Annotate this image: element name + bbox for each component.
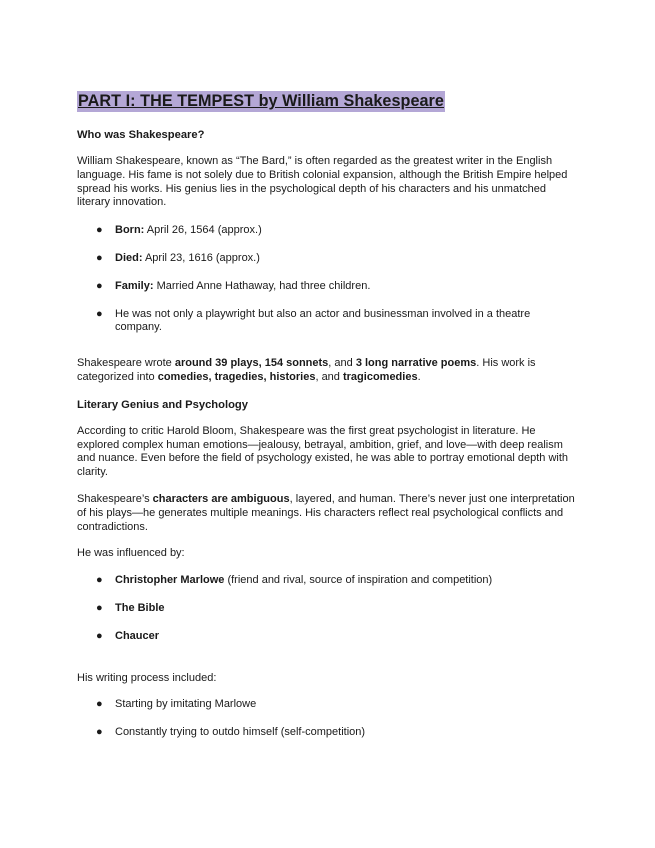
list-item-born — [77, 224, 577, 238]
process-text: Constantly trying to outdo himself (self-competition) — [115, 726, 366, 739]
bold-run: tragicomedies — [342, 370, 418, 383]
works-paragraph — [77, 357, 577, 385]
text-run: Shakespeare’s — [77, 492, 153, 505]
fact-label: Family: — [115, 279, 154, 292]
influenced-intro: He was influenced by: — [77, 547, 185, 560]
page-title: PART I: THE TEMPEST by William Shakespeare — [78, 92, 444, 110]
list-item-outdo — [77, 726, 577, 740]
ambiguous-paragraph — [77, 493, 577, 534]
heading-literary-genius: Literary Genius and Psychology — [77, 398, 248, 411]
influence-label: Christopher Marlowe — [115, 574, 225, 587]
list-item-occupation — [77, 308, 577, 336]
fact-label: Born: — [115, 224, 145, 237]
list-item-died — [77, 252, 577, 266]
bullet-icon: ● — [96, 307, 103, 320]
list-item-imitating — [77, 698, 577, 712]
list-item-marlowe — [77, 574, 577, 588]
intro-paragraph: William Shakespeare, known as “The Bard,” is often regarded as the greatest writer in the English language. His fame is not solely due to British colonial expansion, although the British Empire helped spread his works. His genius lies in the psychological depth of his characters and his unmatched literary innovation. — [77, 155, 568, 209]
bullet-icon: ● — [96, 251, 103, 264]
bullet-icon: ● — [96, 574, 103, 587]
bullet-icon: ● — [96, 224, 103, 237]
fact-text: Married Anne Hathaway, had three children. — [153, 279, 371, 292]
process-intro: His writing process included: — [77, 671, 217, 684]
document-body — [77, 91, 577, 740]
fact-text: April 26, 1564 (approx.) — [144, 224, 262, 237]
fact-text: He was not only a playwright but also an actor and businessman involved in a theatre company. — [115, 307, 531, 334]
bloom-paragraph: According to critic Harold Bloom, Shakespeare was the first great psychologist in literature. He explored complex human emotions—jealousy, betrayal, ambition, grief, and love—with deep realism and nuance. Even before the field of psychology existed, he was able to portray emotional depth with clarity. — [77, 424, 569, 479]
list-item-family — [77, 280, 577, 294]
influence-text: (friend and rival, source of inspiration and competition) — [224, 574, 493, 587]
influences-list — [77, 574, 577, 643]
bullet-icon: ● — [96, 279, 103, 292]
fact-label: Died: — [115, 251, 143, 264]
bold-run: comedies, tragedies, histories — [157, 370, 316, 383]
bold-run: 3 long narrative poems — [355, 357, 477, 370]
fact-text: April 23, 1616 (approx.) — [142, 251, 260, 264]
process-list — [77, 698, 577, 740]
text-run: . His work is categorized into — [77, 357, 536, 383]
bold-run: around 39 plays, 154 sonnets — [174, 357, 329, 370]
text-run: Shakespeare wrote — [77, 357, 175, 370]
text-run: , layered, and human. There’s never just one interpretation of his plays—he generates multiple meanings. His characters reflect real psychological conflicts and contradictions. — [77, 492, 575, 533]
process-text: Starting by imitating Marlowe — [115, 698, 257, 711]
list-item-bible — [77, 602, 577, 616]
text-run: , and — [315, 370, 343, 383]
bullet-icon: ● — [96, 601, 103, 614]
bullet-icon: ● — [96, 629, 103, 642]
facts-list — [77, 224, 577, 335]
bullet-icon: ● — [96, 698, 103, 711]
influence-label: The Bible — [115, 601, 165, 614]
text-run: . — [417, 370, 421, 383]
text-run: , and — [328, 357, 356, 370]
list-item-chaucer — [77, 630, 577, 644]
heading-who-was-shakespeare: Who was Shakespeare? — [77, 129, 205, 141]
bullet-icon: ● — [96, 726, 103, 739]
influence-label: Chaucer — [115, 629, 160, 642]
bold-run: characters are ambiguous — [152, 492, 290, 505]
